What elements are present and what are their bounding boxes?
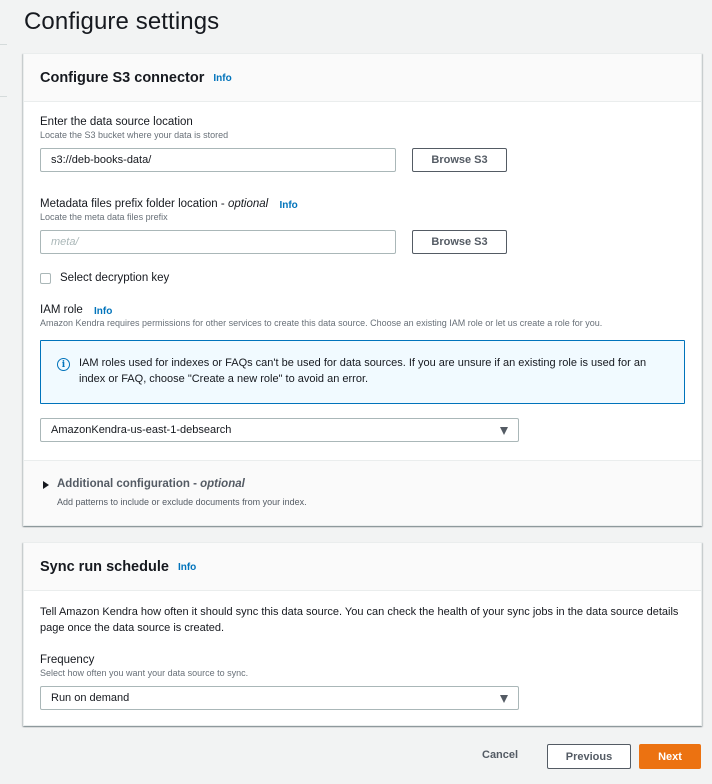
- frequency-label: Frequency: [40, 654, 95, 666]
- iam-info-link[interactable]: Info: [94, 306, 113, 317]
- frequency-description: Select how often you want your data source to sync.: [40, 668, 249, 678]
- decryption-key-row[interactable]: [40, 272, 169, 284]
- optional-tag: optional: [200, 478, 245, 490]
- decryption-key-label: Select decryption key: [60, 272, 170, 284]
- info-circle-icon: i: [57, 358, 70, 371]
- iam-role-selected: AmazonKendra-us-east-1-debsearch: [51, 424, 232, 436]
- iam-role-alert: [40, 340, 685, 404]
- iam-role-label-group: [40, 304, 685, 328]
- panel-header: [24, 54, 701, 102]
- caret-down-icon: [500, 695, 508, 703]
- panel-header: [24, 543, 701, 591]
- sync-schedule-panel: [23, 542, 702, 726]
- metadata-prefix-input[interactable]: meta/: [40, 230, 396, 254]
- optional-tag: optional: [227, 198, 269, 210]
- cancel-button[interactable]: Cancel: [482, 749, 519, 761]
- decryption-key-checkbox[interactable]: [40, 273, 51, 284]
- metadata-browse-s3-button[interactable]: Browse S3: [412, 230, 507, 254]
- iam-alert-text: IAM roles used for indexes or FAQs can't be used for data sources. If you are unsure if an existing role is used for an index or FAQ, choose "Create a new role" to avoid an error.: [79, 357, 647, 385]
- caret-right-icon: [43, 481, 49, 489]
- additional-configuration-description: Add patterns to include or exclude documents from your index.: [57, 497, 307, 507]
- previous-button[interactable]: Previous: [547, 744, 631, 769]
- browse-s3-button[interactable]: Browse S3: [412, 148, 507, 172]
- additional-configuration-expander[interactable]: [24, 460, 701, 525]
- panel-title: Sync run schedule: [40, 558, 169, 575]
- iam-role-label: [40, 304, 685, 316]
- frequency-select[interactable]: [40, 686, 519, 710]
- next-button[interactable]: Next: [639, 744, 701, 769]
- caret-down-icon: [500, 427, 508, 435]
- left-nav-edge: [0, 96, 7, 97]
- metadata-label-text: Metadata files prefix folder location -: [40, 198, 228, 210]
- info-link[interactable]: Info: [177, 562, 197, 573]
- metadata-field-label-group: [40, 198, 685, 222]
- location-input[interactable]: s3://deb-books-data/: [40, 148, 396, 172]
- frequency-label-group: [40, 654, 685, 678]
- iam-role-description: Amazon Kendra requires permissions for other services to create this data source. Choose an existing IAM role or let us create a role for you.: [40, 318, 603, 328]
- iam-role-select[interactable]: [40, 418, 519, 442]
- info-link[interactable]: Info: [213, 73, 232, 84]
- iam-role-label-text: IAM role: [40, 304, 83, 316]
- additional-configuration-label: Additional configuration -: [57, 478, 201, 490]
- metadata-description: Locate the meta data files prefix: [40, 212, 168, 222]
- metadata-info-link[interactable]: Info: [279, 200, 298, 211]
- location-field-label-group: [40, 116, 685, 140]
- location-label: Enter the data source location: [40, 116, 193, 128]
- additional-configuration-title[interactable]: [57, 478, 245, 490]
- sync-description: Tell Amazon Kendra how often it should sync this data source. You can check the health of your sync jobs in the data source details page once the data source is created.: [40, 606, 679, 634]
- panel-title: Configure S3 connector: [40, 69, 205, 86]
- page-title: Configure settings: [24, 8, 220, 35]
- frequency-selected: Run on demand: [51, 692, 130, 704]
- left-nav-edge: [0, 44, 7, 45]
- metadata-label: [40, 198, 685, 210]
- location-description: Locate the S3 bucket where your data is stored: [40, 130, 229, 140]
- s3-connector-panel: [23, 53, 702, 526]
